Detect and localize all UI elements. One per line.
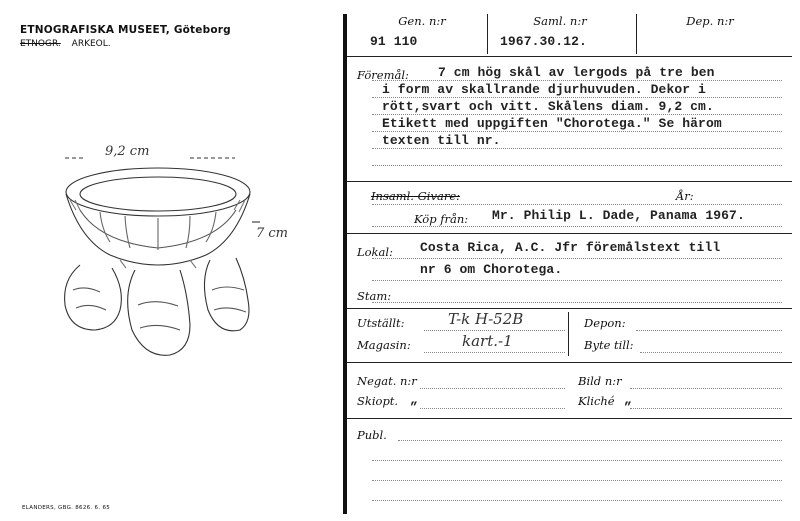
negat-nr-label: Negat. n:r bbox=[357, 374, 417, 388]
rule bbox=[424, 352, 565, 353]
height-note: 7 cm bbox=[256, 226, 289, 241]
publ-label: Publ. bbox=[357, 428, 387, 442]
lokal-line-2: nr 6 om Chorotega. bbox=[420, 262, 563, 277]
skiopt-value: „ bbox=[410, 392, 418, 407]
rule bbox=[636, 330, 782, 331]
rule bbox=[398, 440, 782, 441]
byte-till-label: Byte till: bbox=[584, 338, 634, 352]
gen-nr-label: Gen. n:r bbox=[398, 14, 446, 28]
department-name: ARKEOL. bbox=[71, 39, 111, 49]
divider-foremal bbox=[347, 181, 792, 182]
rule bbox=[372, 302, 782, 303]
rule bbox=[372, 80, 782, 81]
rule bbox=[372, 500, 782, 501]
rule bbox=[372, 114, 782, 115]
struck-department: ETNOGR. bbox=[20, 39, 61, 49]
rule bbox=[630, 408, 782, 409]
utstallt-value: T-k H-52B bbox=[448, 310, 524, 328]
rule bbox=[372, 280, 782, 281]
divider-top bbox=[347, 56, 792, 57]
rule bbox=[372, 204, 782, 205]
top-separator-2 bbox=[636, 14, 637, 54]
printer-imprint: ELANDERS, GBG. 8626. 6. 65 bbox=[22, 505, 111, 511]
rule bbox=[372, 97, 782, 98]
cliche-value: „ bbox=[624, 392, 632, 407]
rule bbox=[420, 408, 565, 409]
rule bbox=[372, 148, 782, 149]
placement-separator bbox=[568, 312, 569, 356]
kop-fran-label: Köp från: bbox=[414, 212, 469, 226]
foremal-line-2: i form av skallrande djurhuvuden. Dekor i bbox=[382, 82, 706, 97]
lokal-label: Lokal: bbox=[357, 245, 393, 259]
rule bbox=[424, 330, 565, 331]
kop-fran-value: Mr. Philip L. Dade, Panama 1967. bbox=[492, 208, 745, 223]
foremal-line-3: rött,svart och vitt. Skålens diam. 9,2 cm. bbox=[382, 99, 714, 114]
dep-nr-label: Dep. n:r bbox=[686, 14, 734, 28]
ar-label: År: bbox=[676, 189, 694, 203]
rule bbox=[640, 352, 782, 353]
top-separator-1 bbox=[487, 14, 488, 54]
form-margin-bar bbox=[343, 14, 347, 514]
foremal-line-1: 7 cm hög skål av lergods på tre ben bbox=[438, 65, 715, 80]
depon-label: Depon: bbox=[584, 316, 626, 330]
cliche-label: Kliché bbox=[578, 394, 615, 408]
bowl-drawing bbox=[40, 130, 300, 370]
rule bbox=[372, 165, 782, 166]
magasin-value: kart.-1 bbox=[462, 332, 513, 350]
skiopt-label: Skiopt. bbox=[357, 394, 399, 408]
divider-acquisition bbox=[347, 233, 792, 234]
rule bbox=[420, 388, 565, 389]
lokal-line-1: Costa Rica, A.C. Jfr föremålstext till bbox=[420, 240, 721, 255]
department bbox=[20, 39, 111, 49]
insaml-givare-label: Insaml. Givare: bbox=[371, 189, 460, 203]
rule bbox=[372, 131, 782, 132]
foremal-line-4: Etikett med uppgiften "Chorotega." Se härom bbox=[382, 116, 722, 131]
bild-nr-label: Bild n:r bbox=[578, 374, 622, 388]
magasin-label: Magasin: bbox=[357, 338, 411, 352]
foremal-label: Föremål: bbox=[357, 68, 409, 82]
rule bbox=[372, 258, 782, 259]
foremal-line-5: texten till nr. bbox=[382, 133, 501, 148]
divider-lokal bbox=[347, 308, 792, 309]
rule bbox=[372, 226, 782, 227]
rule bbox=[630, 388, 782, 389]
rule bbox=[372, 460, 782, 461]
diameter-note: 9,2 cm bbox=[105, 144, 150, 159]
gen-nr-value: 91 110 bbox=[370, 34, 418, 49]
utstallt-label: Utställt: bbox=[357, 316, 405, 330]
stam-label: Stam: bbox=[357, 289, 392, 303]
divider-placement bbox=[347, 362, 792, 363]
rule bbox=[372, 480, 782, 481]
museum-name: ETNOGRAFISKA MUSEET, Göteborg bbox=[20, 24, 231, 36]
saml-nr-label: Saml. n:r bbox=[533, 14, 587, 28]
saml-nr-value: 1967.30.12. bbox=[500, 34, 587, 49]
divider-photo bbox=[347, 418, 792, 419]
bowl-sketch bbox=[40, 130, 300, 370]
